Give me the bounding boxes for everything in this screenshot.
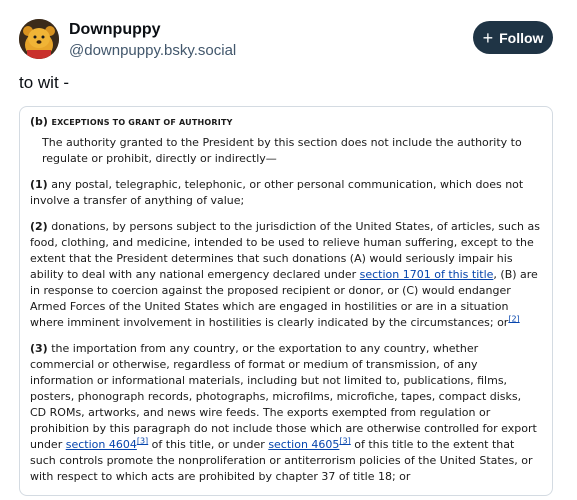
intro-paragraph: The authority granted to the President by this section does not include the authority to regulate or prohibit, directly or indirectly— <box>42 136 522 165</box>
footnote-link[interactable]: [3] <box>136 436 149 446</box>
paragraph-text: , (B) are in response to coercion against the proposed recipient or donor, or (C) would endanger Armed Forces of the United States which are engaged in hostilities or are in a situation where imminent involvement in hostilities is clearly indicated by the circumstances; or <box>30 268 538 329</box>
plus-icon: + <box>482 27 494 48</box>
section-4604-link[interactable]: section 4604 <box>65 438 137 451</box>
paragraph-number: (3) <box>30 342 48 355</box>
statute-excerpt <box>30 114 540 495</box>
post-text: to wit - <box>19 73 70 92</box>
paragraph-2 <box>30 219 540 331</box>
section-heading <box>30 114 540 131</box>
paragraph-number: (2) <box>30 220 48 233</box>
paragraph-text: donations, by persons subject to the jurisdiction of the United States, of articles, such as food, clothing, and medicine, intended to be used to relieve human suffering, except to the extent that the President determines that such donations (A) would seriously impair his ability to deal with any national emergency declared under <box>30 220 540 281</box>
section-4605-link[interactable]: section 4605 <box>268 438 340 451</box>
footnote-link[interactable]: [3] <box>339 436 351 446</box>
follow-label: Follow <box>499 29 544 46</box>
post-header <box>0 0 577 70</box>
heading-mark: (b) <box>30 115 48 128</box>
author-handle[interactable]: @downpuppy.bsky.social <box>69 42 237 59</box>
avatar[interactable] <box>19 19 59 59</box>
paragraph-text: of this title, or under <box>151 438 265 451</box>
author-name[interactable]: Downpuppy <box>69 21 161 38</box>
footnote-link[interactable]: [2] <box>508 314 520 324</box>
paragraph-text: any postal, telegraphic, telephonic, or other personal communication, which does not involve a transfer of anything of value; <box>30 178 524 207</box>
paragraph-number: (1) <box>30 178 48 191</box>
heading-title: EXCEPTIONS TO GRANT OF AUTHORITY <box>51 118 233 127</box>
pooh-bear-avatar-icon <box>19 19 59 59</box>
section-1701-link[interactable]: section 1701 of this title <box>359 268 494 281</box>
paragraph-3 <box>30 341 540 485</box>
paragraph-text: the importation from any country, or the exportation to any country, whether commercial or otherwise, regardless of format or medium of transmission, of any information or informational materials, including but not limited to, publications, films, posters, phonograph records, photographs, microfilms, microfiche, tapes, compact disks, CD ROMs, artworks, and news wire feeds. The exports exempted from regulation or prohibition by this paragraph do not include those which are otherwise controlled for export under <box>30 342 537 451</box>
embedded-image[interactable] <box>19 106 553 496</box>
paragraph-1 <box>30 177 540 209</box>
follow-button[interactable] <box>473 21 553 54</box>
paragraph-text: of this title to the extent that such controls promote the nonproliferation or antiterrorism policies of the United States, or with respect to which acts are prohibited by chapter 37 of title 18; or <box>30 438 533 483</box>
